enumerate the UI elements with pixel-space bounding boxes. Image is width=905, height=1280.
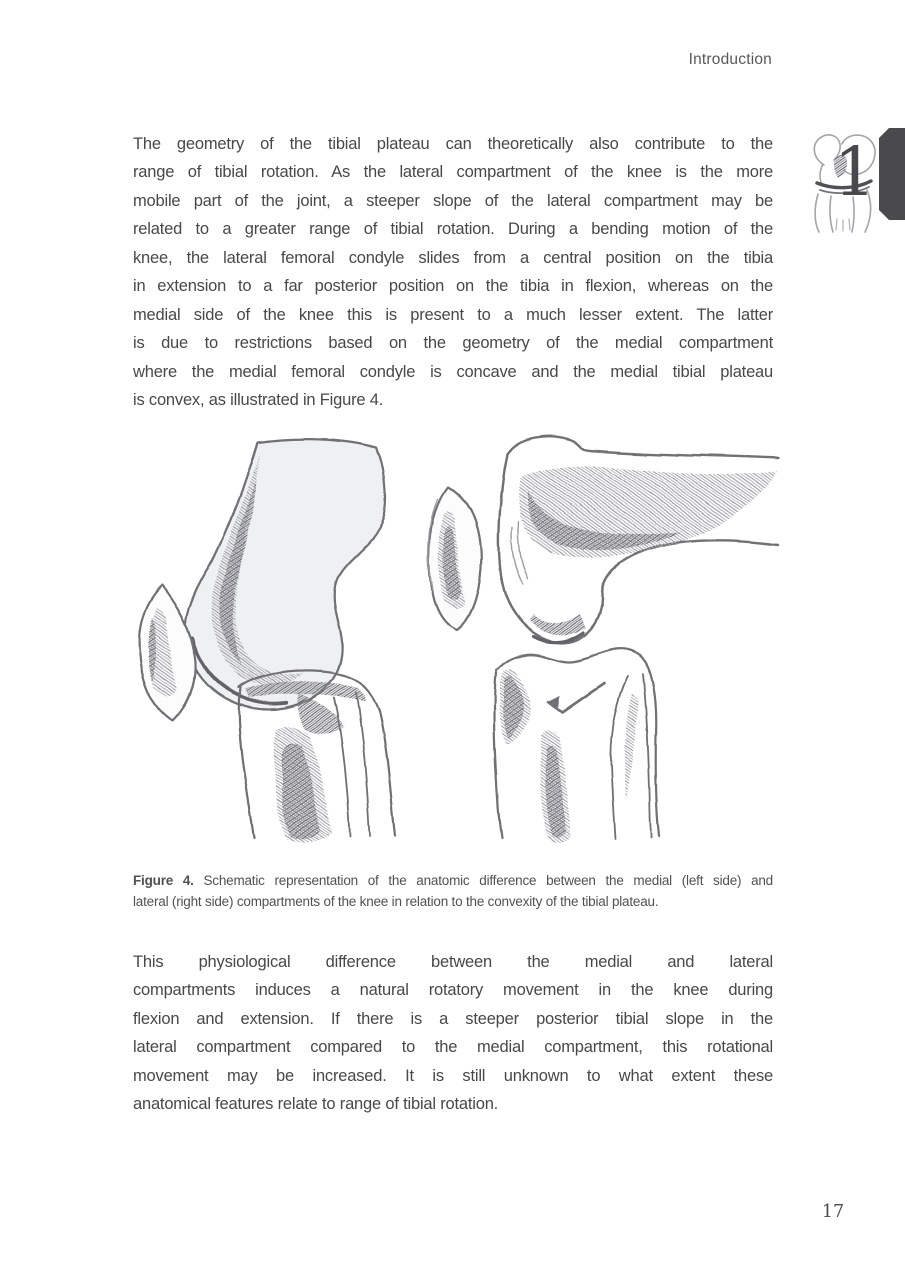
caption-line: lateral (right side) compartments of the knee in relation to the convexity of the tibial plateau. [133,893,659,909]
paragraph-line: range of tibial rotation. As the lateral compartment of the knee is the more [133,163,773,182]
paragraph-line: is convex, as illustrated in Figure 4. [133,391,384,410]
caption-text: Schematic representation of the anatomic difference between the medial (left side) and [203,873,773,888]
paragraph-1 [133,130,773,415]
paragraph-line: movement may be increased. It is still unknown to what extent these [133,1066,773,1085]
paragraph-line: knee, the lateral femoral condyle slides from a central position on the tibia [133,248,773,267]
paragraph-line: flexion and extension. If there is a steeper posterior tibial slope in the [133,1009,773,1028]
paragraph-line: in extension to a far posterior position on the tibia in flexion, whereas on the [133,277,773,296]
chapter-tab [879,128,905,220]
page-number: 17 [821,1202,845,1222]
running-header: Introduction [688,51,772,68]
medial-knee-sketch [139,439,395,843]
paragraph-line: mobile part of the joint, a steeper slope of the lateral compartment may be [133,191,773,210]
paragraph-line: related to a greater range of tibial rotation. During a bending motion of the [133,220,773,239]
caption-line [133,871,773,892]
paragraph-line: The geometry of the tibial plateau can theoretically also contribute to the [133,135,773,153]
paragraph-line: compartments induces a natural rotatory movement in the knee during [133,981,773,1000]
paragraph-line: anatomical features relate to range of tibial rotation. [133,1095,499,1114]
chapter-number: 1 [833,133,877,211]
figure-4-illustration [128,432,782,850]
lateral-knee-sketch [429,436,778,843]
paragraph-line: medial side of the knee this is present to a much lesser extent. The latter [133,305,773,324]
figure-caption-label: Figure 4. [133,873,194,888]
paragraph-line: This physiological difference between the medial and lateral [133,953,773,971]
paragraph-2 [133,948,773,1119]
paragraph-line: is due to restrictions based on the geometry of the medial compartment [133,334,773,353]
paragraph-line: lateral compartment compared to the medial compartment, this rotational [133,1038,773,1057]
paragraph-line: where the medial femoral condyle is concave and the medial tibial plateau [133,362,773,381]
figure-4-caption [133,871,773,912]
